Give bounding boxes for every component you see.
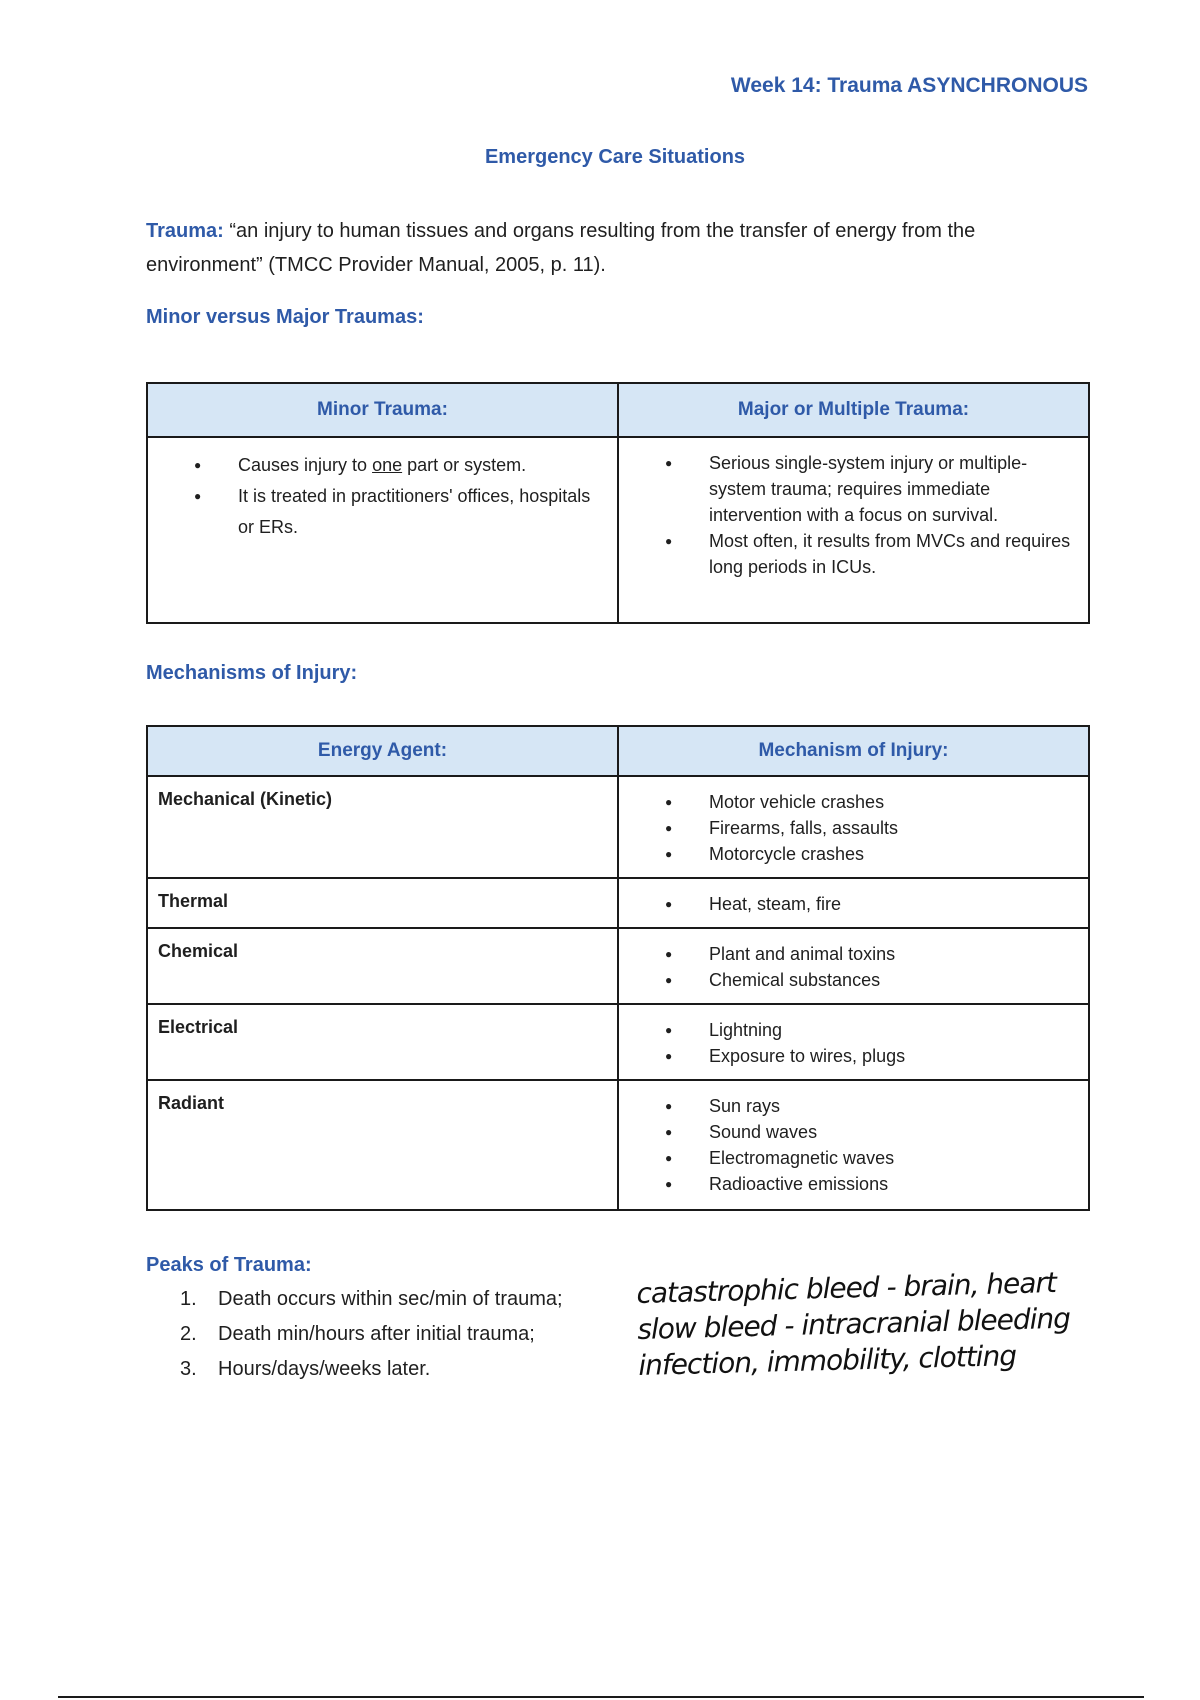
energy-agent-cell: Radiant bbox=[147, 1080, 618, 1210]
footer-divider bbox=[58, 1696, 1144, 1698]
list-item: ● Chemical substances bbox=[665, 967, 1078, 993]
column-header-major: Major or Multiple Trauma: bbox=[618, 383, 1089, 437]
list-item-text: Causes injury to bbox=[238, 455, 373, 475]
energy-agent-cell: Electrical bbox=[147, 1004, 618, 1080]
column-header-energy-agent: Energy Agent: bbox=[147, 726, 618, 776]
table-row bbox=[147, 1080, 1089, 1210]
minor-trauma-list bbox=[158, 450, 607, 543]
table-header-row bbox=[147, 726, 1089, 776]
section-heading-peaks: Peaks of Trauma: bbox=[146, 1254, 312, 1276]
table-row bbox=[147, 878, 1089, 928]
definition-text: “an injury to human tissues and organs resulting from the transfer of energy from the environment” (TMCC Provider Manual, 2005, p. 11). bbox=[146, 220, 976, 276]
mechanism-cell bbox=[618, 878, 1089, 928]
list-item: ● Firearms, falls, assaults bbox=[665, 815, 1078, 841]
section-heading-mechanisms: Mechanisms of Injury: bbox=[146, 662, 358, 684]
list-item: ● Electromagnetic waves bbox=[665, 1145, 1078, 1171]
mechanism-list bbox=[629, 1017, 1078, 1069]
list-item: ● Most often, it results from MVCs and requires long periods in ICUs. bbox=[665, 528, 1078, 580]
mechanism-cell bbox=[618, 1080, 1089, 1210]
handwritten-note: infection, immobility, clotting bbox=[637, 1339, 1017, 1382]
peaks-list bbox=[180, 1282, 563, 1387]
mechanism-list bbox=[629, 941, 1078, 993]
mechanism-cell bbox=[618, 776, 1089, 878]
list-item: ● Heat, steam, fire bbox=[665, 891, 1078, 917]
list-item: ● It is treated in practitioners' offices, hospitals or ERs. bbox=[194, 481, 607, 543]
mechanism-list bbox=[629, 789, 1078, 867]
section-heading-traumas: Minor versus Major Traumas: bbox=[146, 306, 424, 328]
underlined-word: one bbox=[372, 455, 403, 475]
list-item: ● Sun rays bbox=[665, 1093, 1078, 1119]
table-row bbox=[147, 1004, 1089, 1080]
energy-agent-cell: Mechanical (Kinetic) bbox=[147, 776, 618, 878]
trauma-comparison-table bbox=[146, 382, 1090, 624]
handwritten-notes bbox=[636, 1265, 1071, 1384]
mechanism-list bbox=[629, 1093, 1078, 1197]
list-item-text: Death occurs within sec/min of trauma; bbox=[218, 1288, 563, 1310]
list-number: 2. bbox=[180, 1323, 197, 1345]
mechanism-cell bbox=[618, 1004, 1089, 1080]
major-trauma-list bbox=[629, 450, 1078, 580]
energy-agent-cell: Chemical bbox=[147, 928, 618, 1004]
column-header-mechanism: Mechanism of Injury: bbox=[618, 726, 1089, 776]
table-header-row bbox=[147, 383, 1089, 437]
list-item: ● Sound waves bbox=[665, 1119, 1078, 1145]
mechanisms-table bbox=[146, 725, 1090, 1211]
list-item bbox=[180, 1282, 563, 1317]
list-item: ● Motorcycle crashes bbox=[665, 841, 1078, 867]
list-number: 3. bbox=[180, 1358, 197, 1380]
list-item bbox=[194, 450, 607, 481]
list-item: ● Motor vehicle crashes bbox=[665, 789, 1078, 815]
trauma-definition bbox=[146, 214, 1086, 282]
list-item bbox=[180, 1352, 563, 1387]
mechanism-list bbox=[629, 891, 1078, 917]
list-item bbox=[180, 1317, 563, 1352]
definition-term: Trauma: bbox=[146, 220, 224, 242]
handwritten-note: slow bleed - intracranial bleeding bbox=[636, 1301, 1071, 1346]
major-trauma-cell bbox=[618, 437, 1089, 623]
list-item-text: Hours/days/weeks later. bbox=[218, 1358, 431, 1380]
list-item: ● Radioactive emissions bbox=[665, 1171, 1078, 1197]
list-number: 1. bbox=[180, 1288, 197, 1310]
page-header-title: Week 14: Trauma ASYNCHRONOUS bbox=[730, 74, 1088, 97]
minor-trauma-cell bbox=[147, 437, 618, 623]
list-item: ● Lightning bbox=[665, 1017, 1078, 1043]
list-item: ● Serious single-system injury or multiple-system trauma; requires immediate intervention with a focus on survival. bbox=[665, 450, 1078, 528]
list-item: ● Plant and animal toxins bbox=[665, 941, 1078, 967]
table-row bbox=[147, 928, 1089, 1004]
list-item-text: Death min/hours after initial trauma; bbox=[218, 1323, 535, 1345]
energy-agent-cell: Thermal bbox=[147, 878, 618, 928]
document-title: Emergency Care Situations bbox=[484, 146, 746, 168]
table-row bbox=[147, 776, 1089, 878]
handwritten-note: catastrophic bleed - brain, heart bbox=[636, 1266, 1057, 1310]
table-row bbox=[147, 437, 1089, 623]
mechanism-cell bbox=[618, 928, 1089, 1004]
list-item-text: part or system. bbox=[402, 455, 527, 475]
list-item: ● Exposure to wires, plugs bbox=[665, 1043, 1078, 1069]
column-header-minor: Minor Trauma: bbox=[147, 383, 618, 437]
